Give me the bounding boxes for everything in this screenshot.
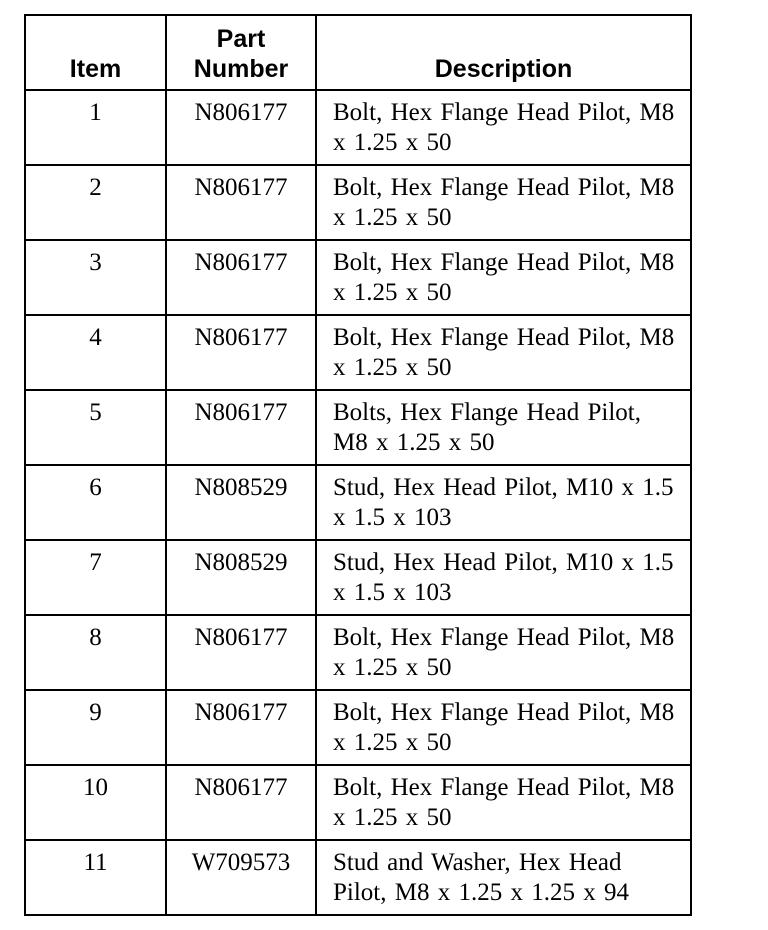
header-part-number — [166, 15, 316, 90]
part-number-cell: N808529 — [166, 540, 316, 615]
description-cell: Bolt, Hex Flange Head Pilot, M8 x 1.25 x 50 — [316, 90, 691, 165]
table-row — [25, 90, 691, 165]
description-cell: Bolt, Hex Flange Head Pilot, M8 x 1.25 x 50 — [316, 240, 691, 315]
parts-table — [24, 14, 692, 916]
part-number-cell: N806177 — [166, 240, 316, 315]
header-item — [25, 15, 166, 90]
table-row — [25, 315, 691, 390]
item-number-cell: 2 — [25, 165, 166, 240]
table-row — [25, 240, 691, 315]
header-description — [316, 15, 691, 90]
header-row — [25, 15, 691, 90]
item-number-cell: 5 — [25, 390, 166, 465]
part-number-cell: N806177 — [166, 390, 316, 465]
description-cell: Bolts, Hex Flange Head Pilot, M8 x 1.25 x 50 — [316, 390, 691, 465]
header-part-number-line1: Part — [216, 25, 266, 53]
item-number-cell: 4 — [25, 315, 166, 390]
item-number-cell: 10 — [25, 765, 166, 840]
item-number-cell: 7 — [25, 540, 166, 615]
item-number-cell: 8 — [25, 615, 166, 690]
item-number-cell: 11 — [25, 840, 166, 915]
part-number-cell: N806177 — [166, 615, 316, 690]
table-row — [25, 540, 691, 615]
description-cell: Stud, Hex Head Pilot, M10 x 1.5 x 1.5 x 103 — [316, 465, 691, 540]
table-row — [25, 390, 691, 465]
table-row — [25, 615, 691, 690]
table-body — [25, 90, 691, 915]
table-header — [25, 15, 691, 90]
part-number-cell: N806177 — [166, 690, 316, 765]
item-number-cell: 9 — [25, 690, 166, 765]
item-number-cell: 1 — [25, 90, 166, 165]
description-cell: Bolt, Hex Flange Head Pilot, M8 x 1.25 x 50 — [316, 765, 691, 840]
part-number-cell: N806177 — [166, 765, 316, 840]
part-number-cell: N806177 — [166, 90, 316, 165]
header-description-label: Description — [434, 55, 573, 83]
table-row — [25, 690, 691, 765]
table-row — [25, 165, 691, 240]
item-number-cell: 6 — [25, 465, 166, 540]
description-cell: Bolt, Hex Flange Head Pilot, M8 x 1.25 x 50 — [316, 165, 691, 240]
description-cell: Bolt, Hex Flange Head Pilot, M8 x 1.25 x 50 — [316, 690, 691, 765]
header-part-number-line2: Number — [193, 55, 289, 83]
table-row — [25, 840, 691, 915]
description-cell: Stud and Washer, Hex Head Pilot, M8 x 1.25 x 1.25 x 94 — [316, 840, 691, 915]
description-cell: Bolt, Hex Flange Head Pilot, M8 x 1.25 x 50 — [316, 615, 691, 690]
part-number-cell: W709573 — [166, 840, 316, 915]
part-number-cell: N806177 — [166, 315, 316, 390]
description-cell: Bolt, Hex Flange Head Pilot, M8 x 1.25 x 50 — [316, 315, 691, 390]
part-number-cell: N808529 — [166, 465, 316, 540]
table-row — [25, 465, 691, 540]
description-cell: Stud, Hex Head Pilot, M10 x 1.5 x 1.5 x 103 — [316, 540, 691, 615]
header-item-label: Item — [69, 55, 122, 83]
part-number-cell: N806177 — [166, 165, 316, 240]
item-number-cell: 3 — [25, 240, 166, 315]
table-row — [25, 765, 691, 840]
